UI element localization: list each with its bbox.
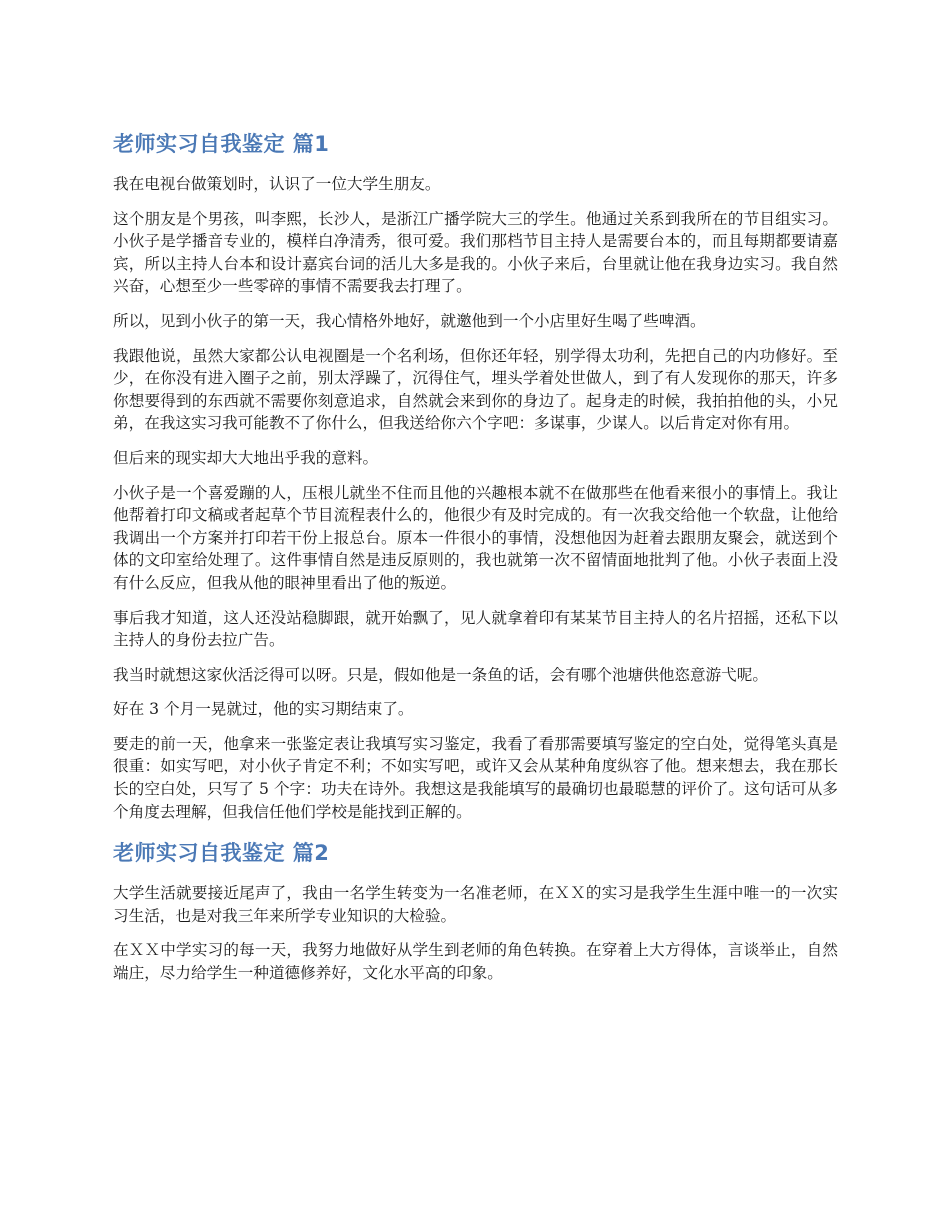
paragraph: 在ＸＸ中学实习的每一天，我努力地做好从学生到老师的角色转换。在穿着上大方得体，言谈举止，自然端庄，尽力给学生一种道德修养好，文化水平高的印象。 [113, 941, 838, 983]
paragraph: 要走的前一天，他拿来一张鉴定表让我填写实习鉴定，我看了看那需要填写鉴定的空白处，觉得笔头真是很重：如实写吧，对小伙子肯定不利；不如实写吧，或许又会从某种角度纵容了他。想来想去，我在那长长的空白处，只写了 5 个字：功夫在诗外。我想这是我能填写的最确切也最聪慧的评价了。这句话可从多个角度去理解，但我信任他们学校是能找到正解的。 [113, 734, 838, 821]
section-title: 老师实习自我鉴定 篇2 [113, 841, 330, 866]
paragraph: 我在电视台做策划时，认识了一位大学生朋友。 [113, 175, 441, 193]
paragraph: 大学生活就要接近尾声了，我由一名学生转变为一名准老师，在ＸＸ的实习是我学生生涯中唯一的一次实习生活，也是对我三年来所学专业知识的大检验。 [113, 884, 838, 925]
section-title: 老师实习自我鉴定 篇1 [113, 132, 330, 156]
paragraph: 我跟他说，虽然大家都公认电视圈是一个名利场，但你还年轻，别学得太功利，先把自己的内功修好。至少，在你没有进入圈子之前，别太浮躁了，沉得住气，埋头学着处世做人，到了有人发现你的那天，许多你想要得到的东西就不需要你刻意追求，自然就会来到你的身边了。起身走的时候，我拍拍他的头，小兄弟，在我这实习我可能教不了你什么，但我送给你六个字吧：多谋事，少谋人。以后肯定对你有用。 [113, 346, 838, 433]
paragraph: 这个朋友是个男孩，叫李熙，长沙人，是浙江广播学院大三的学生。他通过关系到我所在的节目组实习。小伙子是学播音专业的，模样白净清秀，很可爱。我们那档节目主持人是需要台本的，而且每期都要请嘉宾，所以主持人台本和设计嘉宾台词的活儿大多是我的。小伙子来后，台里就让他在我身边实习。我自然兴奋，心想至少一些零碎的事情不需要我去打理了。 [113, 209, 838, 296]
paragraph: 所以，见到小伙子的第一天，我心情格外地好，就邀他到一个小店里好生喝了些啤酒。 [113, 311, 706, 330]
paragraph: 小伙子是一个喜爱蹦的人，压根儿就坐不住而且他的兴趣根本就不在做那些在他看来很小的事情上。我让他帮着打印文稿或者起草个节目流程表什么的，他很少有及时完成的。有一次我交给他一个软盘，让他给我调出一个方案并打印若干份上报总台。原本一件很小的事情，没想他因为赶着去跟朋友聚会，就送到个体的文印室给处理了。这件事情自然是违反原则的，我也就第一次不留情面地批判了他。小伙子表面上没有什么反应，但我从他的眼神里看出了他的叛逆。 [113, 483, 838, 592]
paragraph: 好在 3 个月一晃就过，他的实习期结束了。 [113, 700, 414, 719]
paragraph: 事后我才知道，这人还没站稳脚跟，就开始飘了，见人就拿着印有某某节目主持人的名片招摇，还私下以主持人的身份去拉广告。 [113, 608, 838, 650]
paragraph: 我当时就想这家伙活泛得可以呀。只是，假如他是一条鱼的话，会有哪个池塘供他恣意游弋呢。 [113, 665, 768, 684]
paragraph: 但后来的现实却大大地出乎我的意料。 [113, 448, 379, 467]
